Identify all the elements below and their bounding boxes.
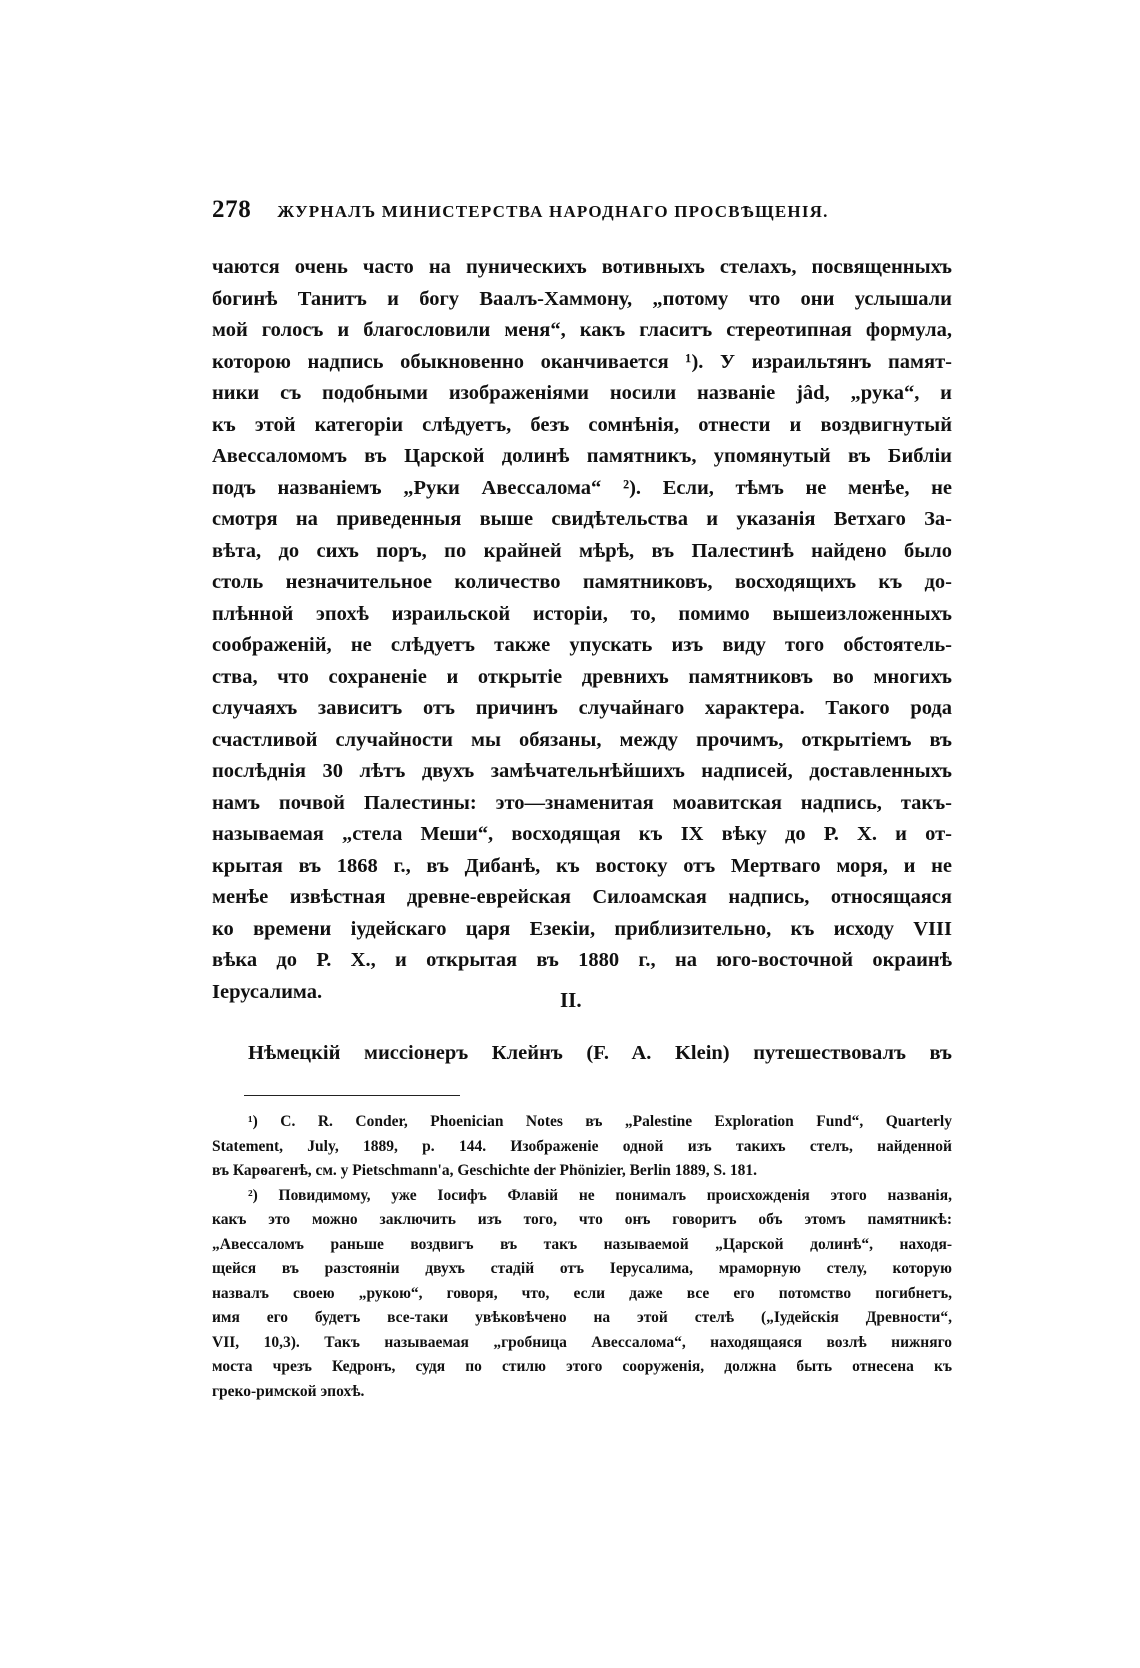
text-line: чаются очень часто на пуническихъ вотивныхъ стелахъ, посвященныхъ <box>212 256 952 278</box>
main-text <box>212 252 952 1008</box>
text-line: вѣка до Р. Х., и открытая въ 1880 г., на юго-восточной окраинѣ <box>212 949 952 971</box>
text-line: послѣднія 30 лѣтъ двухъ замѣчательнѣйшихъ надписей, доставленныхъ <box>212 760 952 782</box>
text-line: называемая „стела Меши“, восходящая къ IX вѣку до Р. Х. и от- <box>212 823 952 845</box>
footnote-line: назвалъ своею „рукою“, говоря, что, если даже все его потомство погибнетъ, <box>212 1284 952 1302</box>
text-line: смотря на приведенныя выше свидѣтельства и указанія Ветхаго За- <box>212 508 952 530</box>
text-line: подъ названіемъ „Руки Авессалома“ ²). Если, тѣмъ не менѣе, не <box>212 476 952 499</box>
text-line: случаяхъ зависитъ отъ причинъ случайнаго характера. Такого рода <box>212 697 952 719</box>
footnote-line: Statement, July, 1889, p. 144. Изображеніе одной изъ такихъ стелъ, найденной <box>212 1137 952 1155</box>
footnote-line: ¹) C. R. Conder, Phoenician Notes въ „Palestine Exploration Fund“, Quarterly <box>248 1113 952 1130</box>
text-line: Іерусалима. <box>212 980 323 1003</box>
text-line: богинѣ Танитъ и богу Ваалъ-Хаммону, „потому что они услышали <box>212 287 952 310</box>
footnote-line: моста чрезъ Кедронъ, судя по стилю этого сооруженія, должна быть отнесена къ <box>212 1358 952 1375</box>
footnote-divider <box>244 1095 460 1096</box>
text-line: счастливой случайности мы обязаны, между прочимъ, открытіемъ въ <box>212 728 952 751</box>
text-line: Авессаломомъ въ Царской долинѣ памятникъ, упомянутый въ Библіи <box>212 445 952 467</box>
footnote-line: щейся въ разстояніи двухъ стадій отъ Іерусалима, мраморную стелу, которую <box>212 1260 952 1277</box>
text-line: крытая въ 1868 г., въ Дибанѣ, къ востоку отъ Мертваго моря, и не <box>212 854 952 877</box>
footnote-line: ²) Повидимому, уже Іосифъ Флавій не понималъ происхожденія этого названія, <box>248 1186 952 1204</box>
text-line: соображеній, не слѣдуетъ также упускать изъ виду того обстоятель- <box>212 634 952 656</box>
text-line: мой голосъ и благословили меня“, какъ гласитъ стереотипная формула, <box>212 319 952 341</box>
text-line: къ этой категоріи слѣдуетъ, безъ сомнѣнія, отнести и воздвигнутый <box>212 413 952 436</box>
footnote-line: VII, 10,3). Такъ называемая „гробница Авессалома“, находящаяся возлѣ нижняго <box>212 1333 952 1351</box>
footnotes <box>212 1110 952 1404</box>
text-line: столь незначительное количество памятниковъ, восходящихъ къ до- <box>212 571 952 593</box>
running-title: ЖУРНАЛЪ МИНИСТЕРСТВА НАРОДНАГО ПРОСВѢЩЕНІЯ. <box>277 202 829 221</box>
section-first-line: Нѣмецкій миссіонеръ Клейнъ (F. A. Klein) путешествовалъ въ <box>248 1042 952 1064</box>
footnote-line: какъ это можно заключить изъ того, что онъ говоритъ объ этомъ памятникѣ: <box>212 1211 952 1228</box>
text-line: плѣнной эпохѣ израильской исторіи, то, помимо вышеизложенныхъ <box>212 602 952 625</box>
text-line: вѣта, до сихъ поръ, по крайней мѣрѣ, въ Палестинѣ найдено было <box>212 539 952 562</box>
footnote-line: имя его будетъ все-таки увѣковѣчено на этой стелѣ („Іудейскія Древности“, <box>212 1309 952 1326</box>
text-line: менѣе извѣстная древне-еврейская Силоамская надпись, относящаяся <box>212 886 952 908</box>
section-number: II. <box>560 988 582 1012</box>
footnote-line: „Авессаломъ раньше воздвигъ въ такъ называемой „Царской долинѣ“, находя- <box>212 1235 952 1253</box>
footnote-line: греко-римской эпохѣ. <box>212 1382 365 1400</box>
text-line: намъ почвой Палестины: это—знаменитая моавитская надпись, такъ- <box>212 791 952 814</box>
text-line: ства, что сохраненіе и открытіе древнихъ памятниковъ во многихъ <box>212 665 952 688</box>
text-line: которою надпись обыкновенно оканчивается ¹). У израильтянъ памят- <box>212 350 952 373</box>
footnote-line: въ Карѳагенѣ, см. у Pietschmann'a, Geschichte der Phönizier, Berlin 1889, S. 181. <box>212 1162 758 1179</box>
text-line: ко времени іудейскаго царя Езекіи, приблизительно, къ исходу VIII <box>212 917 952 940</box>
text-line: ники съ подобными изображеніями носили названіе jâd, „рука“, и <box>212 382 952 404</box>
page-number: 278 <box>212 196 252 223</box>
running-header <box>212 196 942 224</box>
